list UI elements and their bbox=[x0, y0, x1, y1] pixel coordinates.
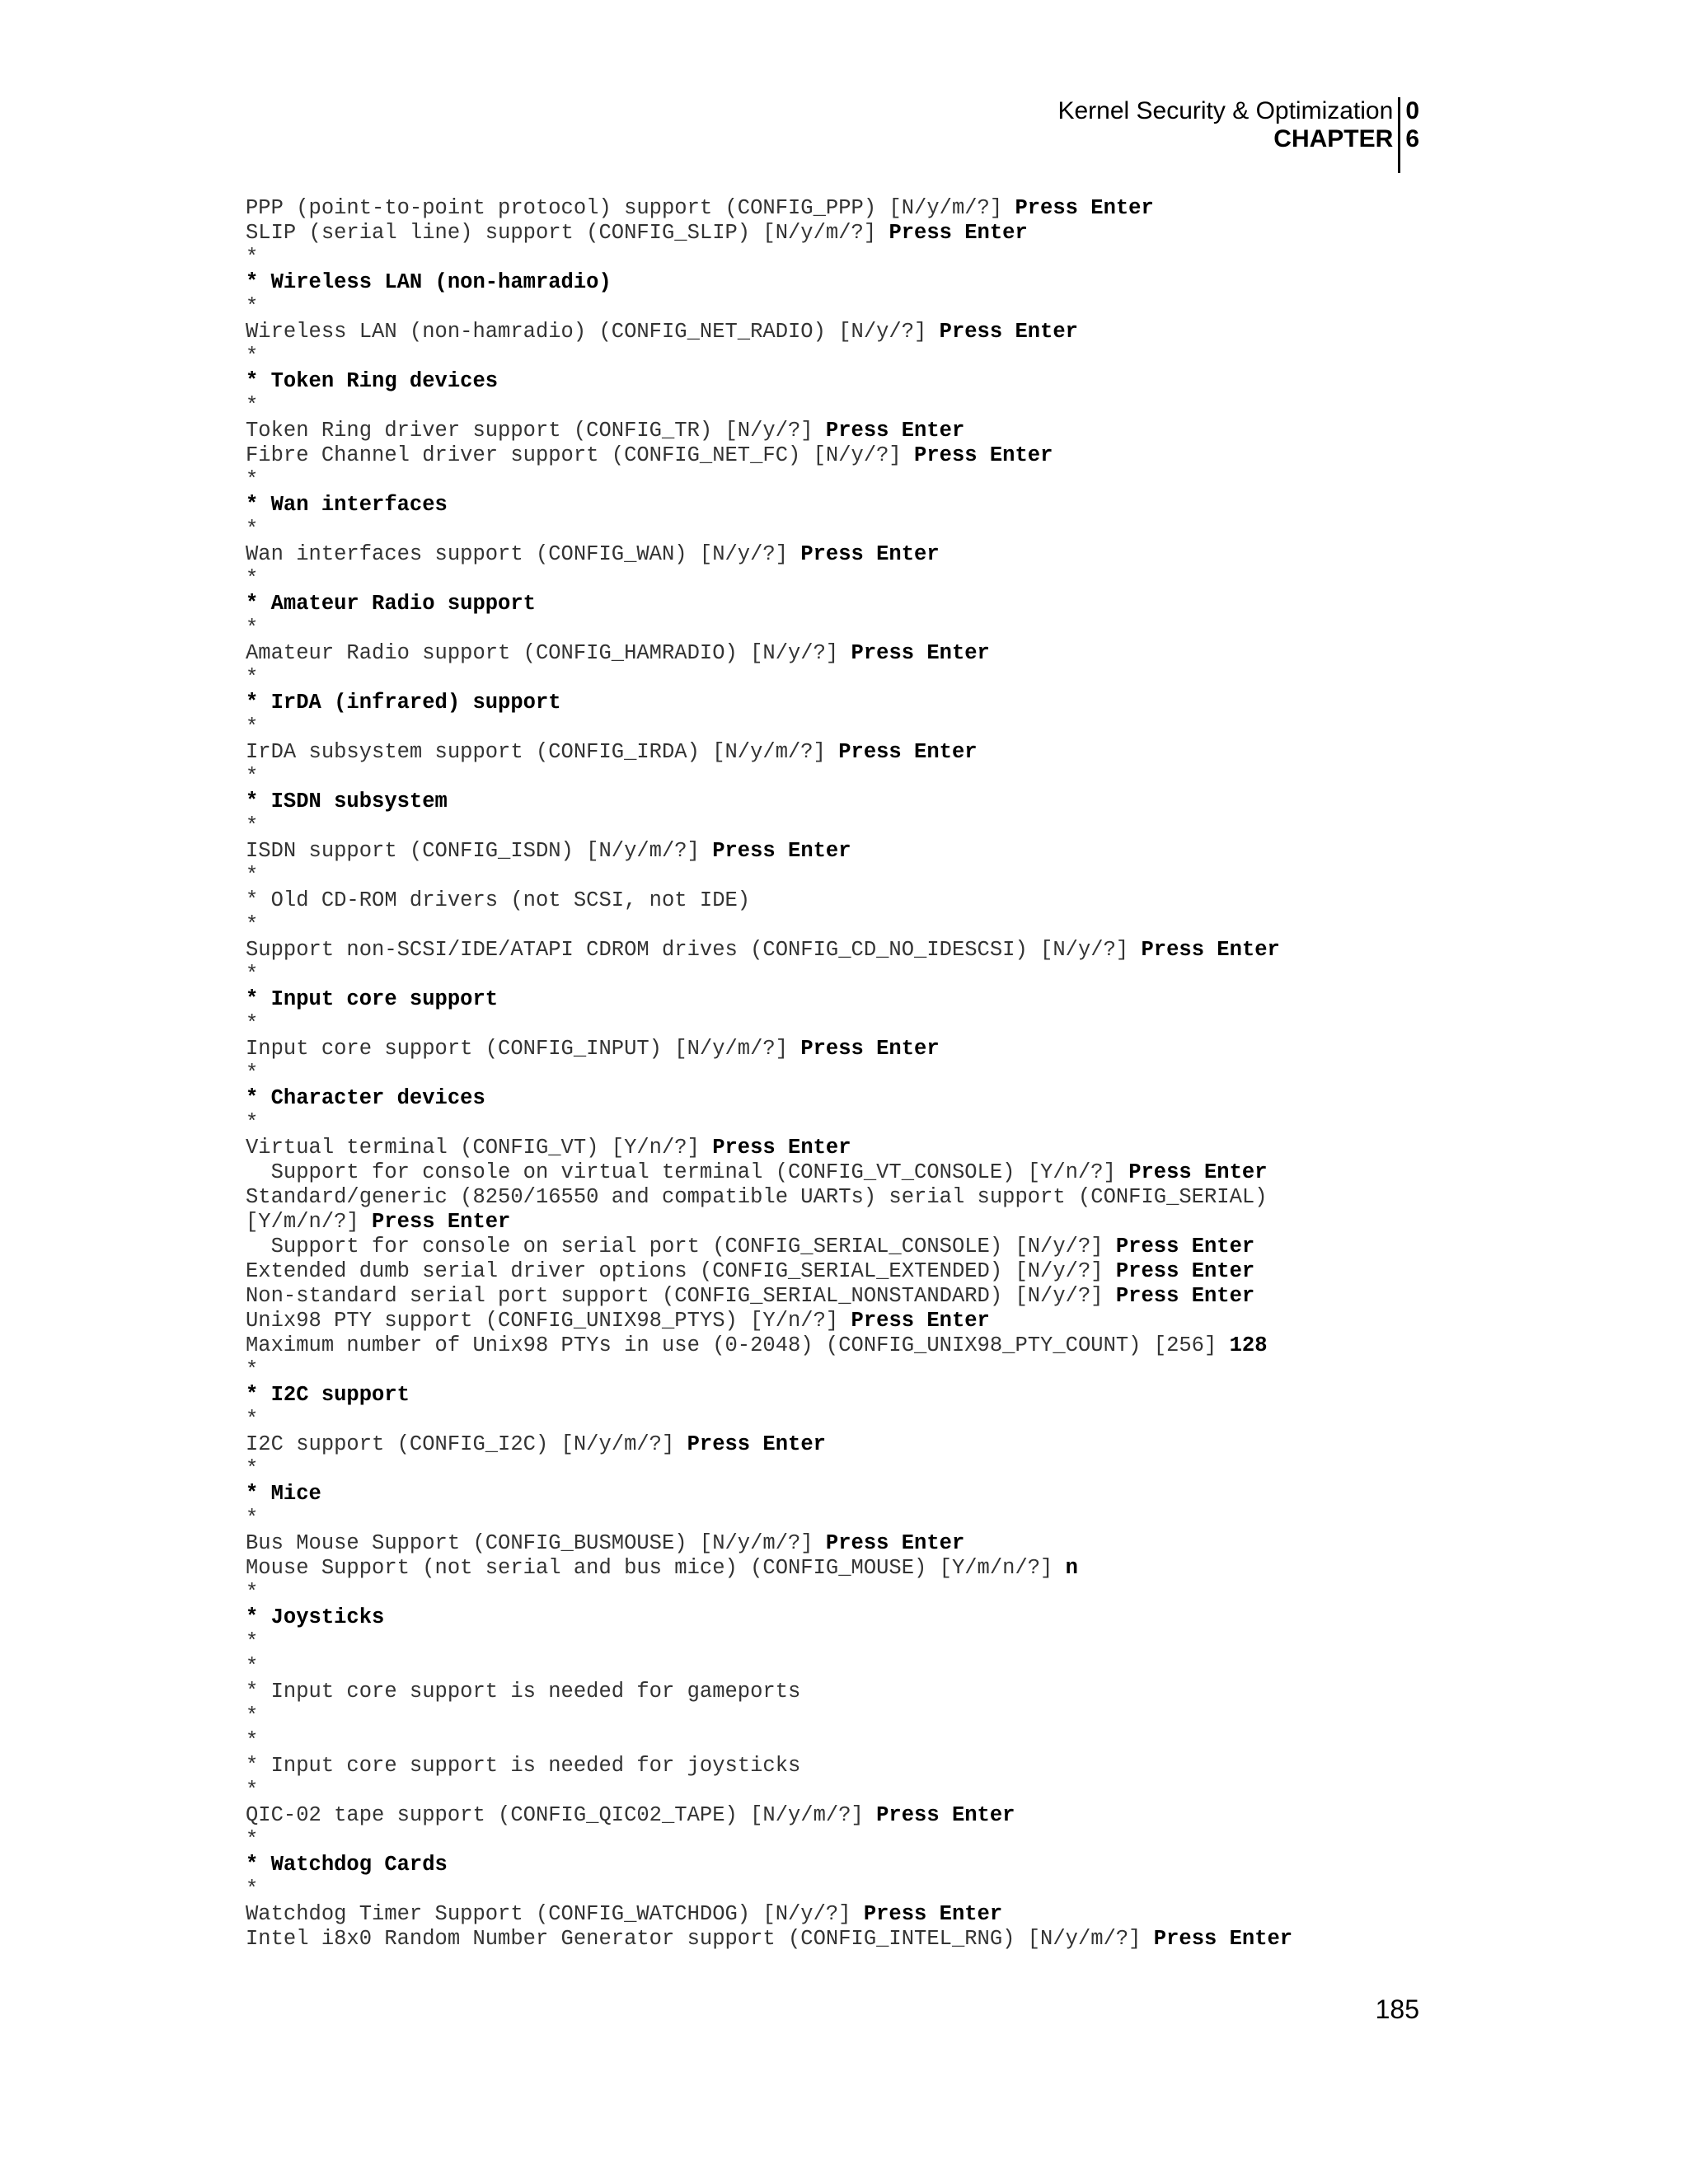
config-line-answer: * Character devices bbox=[246, 1086, 485, 1110]
config-line bbox=[246, 394, 1441, 419]
config-line-text: * bbox=[246, 1704, 259, 1728]
config-line bbox=[246, 641, 1441, 666]
config-line-text: SLIP (serial line) support (CONFIG_SLIP) [N/y/m/?] bbox=[246, 221, 889, 245]
config-line-answer: Press Enter bbox=[1115, 1259, 1255, 1283]
chapter-number bbox=[1400, 97, 1419, 173]
config-line-text: Support for console on serial port (CONFIG_SERIAL_CONSOLE) [N/y/?] bbox=[246, 1235, 1116, 1258]
chapter-label: CHAPTER bbox=[1273, 125, 1394, 152]
config-line-text: * Input core support is needed for gameports bbox=[246, 1680, 801, 1704]
config-line-answer: 128 bbox=[1229, 1333, 1268, 1357]
config-line bbox=[246, 221, 1441, 246]
config-line-text: * bbox=[246, 666, 259, 690]
config-line-text: * bbox=[246, 1729, 259, 1753]
config-line-answer: * Wan interfaces bbox=[246, 493, 448, 517]
config-line-text: * bbox=[246, 1779, 259, 1802]
config-line-answer: Press Enter bbox=[1153, 1927, 1293, 1951]
config-line-text: * bbox=[246, 1828, 259, 1852]
config-line-answer: * IrDA (infrared) support bbox=[246, 691, 561, 715]
config-line-answer: * Mice bbox=[246, 1482, 321, 1506]
config-line bbox=[246, 369, 1441, 394]
config-line-text: Non-standard serial port support (CONFIG_SERIAL_NONSTANDARD) [N/y/?] bbox=[246, 1284, 1116, 1308]
config-line-text: Extended dumb serial driver options (CONFIG_SERIAL_EXTENDED) [N/y/?] bbox=[246, 1259, 1116, 1283]
config-line bbox=[246, 913, 1441, 938]
config-line-answer: * I2C support bbox=[246, 1383, 410, 1407]
config-line-text: Support non-SCSI/IDE/ATAPI CDROM drives (CONFIG_CD_NO_IDESCSI) [N/y/?] bbox=[246, 938, 1142, 962]
config-line-answer: Press Enter bbox=[800, 1037, 940, 1061]
config-line bbox=[246, 740, 1441, 765]
config-line-text: I2C support (CONFIG_I2C) [N/y/m/?] bbox=[246, 1432, 687, 1456]
config-line bbox=[246, 246, 1441, 270]
config-line-text: * bbox=[246, 1655, 259, 1679]
config-line-text: * bbox=[246, 344, 259, 368]
chapter-number-top: 0 bbox=[1405, 97, 1419, 124]
config-line bbox=[246, 616, 1441, 641]
config-line-text: * bbox=[246, 913, 259, 937]
config-line-text: Virtual terminal (CONFIG_VT) [Y/n/?] bbox=[246, 1136, 713, 1160]
config-line-text: Fibre Channel driver support (CONFIG_NET_FC) [N/y/?] bbox=[246, 443, 915, 467]
config-line-text: * bbox=[246, 246, 259, 269]
config-line-text: Support for console on virtual terminal (CONFIG_VT_CONSOLE) [Y/n/?] bbox=[246, 1160, 1129, 1184]
config-line-text: * Old CD-ROM drivers (not SCSI, not IDE) bbox=[246, 888, 751, 912]
config-line bbox=[246, 1729, 1441, 1754]
config-line bbox=[246, 542, 1441, 567]
config-line-text: Standard/generic (8250/16550 and compatible UARTs) serial support (CONFIG_SERIAL) bbox=[246, 1185, 1268, 1209]
config-line bbox=[246, 518, 1441, 542]
config-line bbox=[246, 1877, 1441, 1902]
config-line-text: ISDN support (CONFIG_ISDN) [N/y/m/?] bbox=[246, 839, 713, 863]
config-line bbox=[246, 938, 1441, 963]
config-line bbox=[246, 1927, 1441, 1952]
config-line-text: * bbox=[246, 1012, 259, 1036]
config-line bbox=[246, 1136, 1441, 1160]
page-number: 185 bbox=[1375, 1994, 1419, 2024]
config-line-answer: * Wireless LAN (non-hamradio) bbox=[246, 270, 612, 294]
config-line-text: [Y/m/n/?] bbox=[246, 1210, 373, 1234]
config-line bbox=[246, 1779, 1441, 1803]
config-line bbox=[246, 592, 1441, 616]
config-line bbox=[246, 888, 1441, 913]
config-line-text: * bbox=[246, 1630, 259, 1654]
config-line-answer: Press Enter bbox=[914, 443, 1053, 467]
config-line bbox=[246, 1581, 1441, 1605]
header-text bbox=[1057, 97, 1398, 173]
config-line bbox=[246, 963, 1441, 987]
config-line bbox=[246, 1185, 1441, 1210]
config-line bbox=[246, 691, 1441, 715]
config-line bbox=[246, 1828, 1441, 1853]
header-title: Kernel Security & Optimization bbox=[1057, 97, 1394, 124]
page-header bbox=[1057, 97, 1419, 173]
config-line-text: * bbox=[246, 1408, 259, 1432]
config-line-text: * bbox=[246, 864, 259, 888]
config-line bbox=[246, 790, 1441, 814]
chapter-number-bottom: 6 bbox=[1405, 125, 1419, 152]
config-line-text: * bbox=[246, 765, 259, 789]
config-line-text: * bbox=[246, 295, 259, 319]
config-line-text: Mouse Support (not serial and bus mice) (CONFIG_MOUSE) [Y/m/n/?] bbox=[246, 1556, 1066, 1580]
config-line bbox=[246, 1012, 1441, 1037]
config-line-answer: * ISDN subsystem bbox=[246, 790, 448, 813]
config-line bbox=[246, 765, 1441, 790]
config-line bbox=[246, 1754, 1441, 1779]
config-line-answer: * Amateur Radio support bbox=[246, 592, 536, 616]
config-line-text: Wan interfaces support (CONFIG_WAN) [N/y/?] bbox=[246, 542, 801, 566]
config-line-text: Maximum number of Unix98 PTYs in use (0-2048) (CONFIG_UNIX98_PTY_COUNT) [256] bbox=[246, 1333, 1230, 1357]
config-line bbox=[246, 1284, 1441, 1309]
config-line bbox=[246, 1333, 1441, 1358]
config-line-text: * bbox=[246, 715, 259, 739]
config-line-answer: Press Enter bbox=[1015, 196, 1154, 220]
config-line bbox=[246, 1160, 1441, 1185]
config-line bbox=[246, 1803, 1441, 1828]
config-line bbox=[246, 1853, 1441, 1877]
config-line bbox=[246, 1556, 1441, 1581]
config-line-text: IrDA subsystem support (CONFIG_IRDA) [N/y/m/?] bbox=[246, 740, 839, 764]
config-line-answer: Press Enter bbox=[851, 641, 990, 665]
config-line-text: * bbox=[246, 616, 259, 640]
config-line bbox=[246, 1680, 1441, 1704]
config-line-text: * bbox=[246, 963, 259, 987]
config-line-text: Unix98 PTY support (CONFIG_UNIX98_PTYS) [Y/n/?] bbox=[246, 1309, 851, 1333]
config-line-answer: * Input core support bbox=[246, 987, 499, 1011]
config-line bbox=[246, 864, 1441, 888]
config-line bbox=[246, 344, 1441, 369]
config-line-text: * bbox=[246, 1457, 259, 1481]
config-line bbox=[246, 1408, 1441, 1432]
config-line-text: Input core support (CONFIG_INPUT) [N/y/m/?] bbox=[246, 1037, 801, 1061]
config-line bbox=[246, 196, 1441, 221]
config-line-answer: Press Enter bbox=[838, 740, 978, 764]
config-line bbox=[246, 443, 1441, 468]
config-line bbox=[246, 1259, 1441, 1284]
config-line bbox=[246, 1235, 1441, 1259]
config-line-answer: Press Enter bbox=[687, 1432, 826, 1456]
config-line-answer: n bbox=[1065, 1556, 1078, 1580]
config-line bbox=[246, 1531, 1441, 1556]
config-line-answer: Press Enter bbox=[863, 1902, 1003, 1926]
config-line-answer: Press Enter bbox=[372, 1210, 511, 1234]
config-line bbox=[246, 419, 1441, 443]
config-line bbox=[246, 987, 1441, 1012]
config-line-text: * bbox=[246, 1581, 259, 1605]
config-line bbox=[246, 295, 1441, 320]
config-line-text: * bbox=[246, 1507, 259, 1530]
config-line-answer: Press Enter bbox=[1115, 1235, 1255, 1258]
config-line bbox=[246, 1655, 1441, 1680]
config-line bbox=[246, 1457, 1441, 1482]
config-line-answer: Press Enter bbox=[876, 1803, 1015, 1827]
config-line-text: Wireless LAN (non-hamradio) (CONFIG_NET_RADIO) [N/y/?] bbox=[246, 320, 940, 344]
config-line bbox=[246, 1086, 1441, 1111]
config-line-text: * bbox=[246, 468, 259, 492]
config-line bbox=[246, 320, 1441, 344]
config-line-text: Intel i8x0 Random Number Generator support (CONFIG_INTEL_RNG) [N/y/m/?] bbox=[246, 1927, 1154, 1951]
config-line-answer: Press Enter bbox=[800, 542, 940, 566]
config-line-text: * bbox=[246, 567, 259, 591]
config-line-text: * bbox=[246, 1111, 259, 1135]
config-line bbox=[246, 468, 1441, 493]
config-listing bbox=[246, 196, 1441, 1952]
config-line bbox=[246, 839, 1441, 864]
config-line-answer: Press Enter bbox=[851, 1309, 990, 1333]
config-line bbox=[246, 1630, 1441, 1655]
config-line bbox=[246, 1482, 1441, 1507]
config-line-text: * bbox=[246, 814, 259, 838]
config-line-answer: Press Enter bbox=[712, 1136, 851, 1160]
config-line-answer: Press Enter bbox=[825, 1531, 965, 1555]
config-line-text: * bbox=[246, 1062, 259, 1085]
config-line bbox=[246, 1210, 1441, 1235]
config-line-text: * bbox=[246, 1358, 259, 1382]
config-line-answer: * Watchdog Cards bbox=[246, 1853, 448, 1877]
config-line-text: Amateur Radio support (CONFIG_HAMRADIO) [N/y/?] bbox=[246, 641, 851, 665]
config-line-text: QIC-02 tape support (CONFIG_QIC02_TAPE) [N/y/m/?] bbox=[246, 1803, 877, 1827]
config-line bbox=[246, 270, 1441, 295]
config-line-answer: Press Enter bbox=[1141, 938, 1280, 962]
config-line-text: * bbox=[246, 1877, 259, 1901]
config-line bbox=[246, 1062, 1441, 1086]
config-line bbox=[246, 1902, 1441, 1927]
config-line-text: Bus Mouse Support (CONFIG_BUSMOUSE) [N/y/m/?] bbox=[246, 1531, 826, 1555]
config-line-answer: Press Enter bbox=[1115, 1284, 1255, 1308]
config-line-text: PPP (point-to-point protocol) support (CONFIG_PPP) [N/y/m/?] bbox=[246, 196, 1015, 220]
config-line-text: * bbox=[246, 518, 259, 541]
config-line-answer: Press Enter bbox=[889, 221, 1028, 245]
config-line-text: Token Ring driver support (CONFIG_TR) [N/y/?] bbox=[246, 419, 826, 443]
config-line bbox=[246, 1605, 1441, 1630]
config-line-answer: Press Enter bbox=[939, 320, 1078, 344]
config-line-answer: Press Enter bbox=[825, 419, 965, 443]
config-line bbox=[246, 666, 1441, 691]
config-line-text: * bbox=[246, 394, 259, 418]
config-line-answer: * Joysticks bbox=[246, 1605, 385, 1629]
config-line bbox=[246, 715, 1441, 740]
config-line bbox=[246, 1111, 1441, 1136]
config-line bbox=[246, 1037, 1441, 1062]
config-line bbox=[246, 1704, 1441, 1729]
config-line-answer: Press Enter bbox=[1128, 1160, 1268, 1184]
config-line-text: Watchdog Timer Support (CONFIG_WATCHDOG) [N/y/?] bbox=[246, 1902, 864, 1926]
config-line bbox=[246, 1383, 1441, 1408]
config-line bbox=[246, 1507, 1441, 1531]
config-line bbox=[246, 1358, 1441, 1383]
config-line-answer: Press Enter bbox=[712, 839, 851, 863]
config-line bbox=[246, 1309, 1441, 1333]
config-line bbox=[246, 493, 1441, 518]
config-line bbox=[246, 1432, 1441, 1457]
config-line-answer: * Token Ring devices bbox=[246, 369, 499, 393]
config-line-text: * Input core support is needed for joysticks bbox=[246, 1754, 801, 1778]
config-line bbox=[246, 814, 1441, 839]
config-line bbox=[246, 567, 1441, 592]
